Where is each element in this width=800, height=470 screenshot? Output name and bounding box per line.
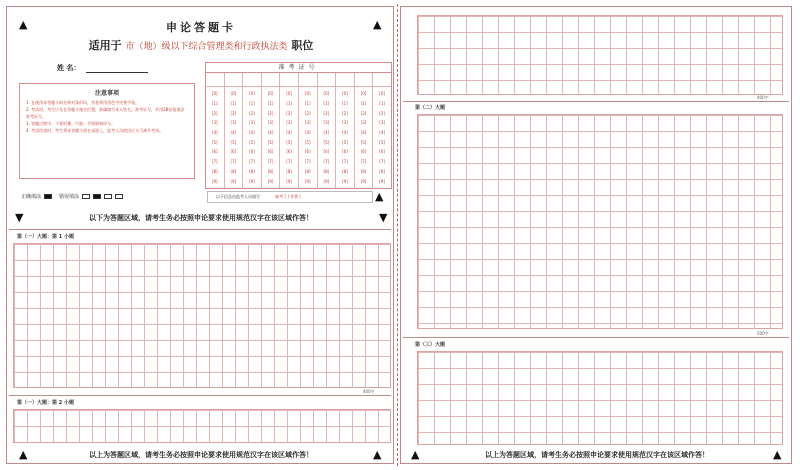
word-count-marker: 500字: [757, 331, 769, 336]
exam-id-bubble[interactable]: [6]: [304, 149, 311, 155]
exam-id-column: [280, 73, 299, 188]
exam-id-bubble[interactable]: [5]: [230, 139, 237, 145]
exam-id-bubble[interactable]: [5]: [304, 139, 311, 145]
exam-id-bubble[interactable]: [2]: [249, 110, 255, 116]
exam-id-bubble[interactable]: [7]: [304, 159, 311, 165]
exam-id-bubble[interactable]: [3]: [211, 120, 218, 126]
exam-id-bubble[interactable]: [4]: [211, 130, 218, 136]
wrong-fill-swatch: [93, 194, 101, 199]
absent-box: [207, 191, 373, 203]
correct-fill-swatch: [44, 194, 52, 199]
exam-id-bubble[interactable]: [8]: [342, 168, 348, 174]
exam-id-bubble[interactable]: [0]: [379, 91, 385, 97]
exam-id-digit-cell[interactable]: [318, 73, 336, 87]
exam-id-columns: [206, 73, 391, 188]
exam-id-bubble[interactable]: [4]: [323, 130, 330, 136]
exam-id-bubble[interactable]: [3]: [379, 120, 385, 126]
answer-grid-3[interactable]: [417, 351, 783, 445]
corner-triangle-up-icon: ▲: [19, 18, 28, 31]
bottom-instruction: 以上为答题区域，请考生务必按照申论要求使用规范汉字在该区域作答！: [89, 451, 313, 459]
exam-id-bubble[interactable]: [4]: [286, 130, 292, 136]
exam-id-bubble[interactable]: [7]: [249, 159, 255, 165]
answer-grid-1-2[interactable]: [13, 409, 391, 443]
exam-id-bubble[interactable]: [9]: [267, 178, 274, 184]
exam-id-bubble[interactable]: [9]: [304, 178, 311, 184]
answer-sheet-right-page: [400, 6, 792, 464]
answer-grid-2[interactable]: [417, 114, 783, 329]
exam-id-bubble[interactable]: [4]: [379, 130, 385, 136]
section-1-1-label: 第（一）大题：第 1 小题: [17, 234, 74, 240]
exam-id-bubble[interactable]: [2]: [211, 110, 218, 116]
exam-id-bubble[interactable]: [1]: [379, 101, 385, 107]
exam-id-box: [205, 62, 392, 189]
card-title: 申论答题卡: [166, 21, 236, 34]
exam-id-bubble[interactable]: [4]: [267, 130, 274, 136]
exam-id-bubble[interactable]: [6]: [230, 149, 237, 155]
word-count-marker: 400字: [757, 95, 769, 100]
separator: [9, 395, 391, 396]
exam-id-bubble[interactable]: [5]: [267, 139, 274, 145]
exam-id-bubble[interactable]: [0]: [360, 91, 367, 97]
exam-id-bubbles: [299, 87, 317, 188]
exam-id-bubble[interactable]: [1]: [323, 101, 330, 107]
separator: [9, 229, 391, 230]
exam-id-bubble[interactable]: [0]: [211, 91, 218, 97]
exam-id-bubble[interactable]: [2]: [323, 110, 330, 116]
exam-id-bubble[interactable]: [7]: [379, 159, 385, 165]
answer-grid-1-2-continued[interactable]: [417, 15, 783, 95]
exam-id-bubble[interactable]: [6]: [379, 149, 385, 155]
separator: [403, 337, 789, 338]
exam-id-bubble[interactable]: [5]: [249, 139, 255, 145]
exam-id-bubble[interactable]: [4]: [360, 130, 367, 136]
wrong-fill-swatch: [104, 194, 112, 199]
triangle-down-icon: ▼: [15, 211, 24, 224]
exam-id-bubble[interactable]: [6]: [211, 149, 218, 155]
name-label: 姓 名：: [57, 64, 81, 72]
corner-triangle-up-icon: ▲: [19, 448, 28, 461]
exam-id-bubble[interactable]: [7]: [286, 159, 292, 165]
exam-id-bubble[interactable]: [1]: [342, 101, 348, 107]
exam-id-digit-cell[interactable]: [299, 73, 317, 87]
exam-id-bubble[interactable]: [2]: [360, 110, 367, 116]
exam-id-bubble[interactable]: [3]: [323, 120, 330, 126]
exam-id-column: [206, 73, 225, 188]
cheat-field[interactable]: ] 作弊 [: [287, 194, 302, 199]
exam-id-bubble[interactable]: [1]: [211, 101, 218, 107]
exam-id-bubble[interactable]: [3]: [304, 120, 311, 126]
top-instruction: 以下为答题区域，请考生务必按照申论要求使用规范汉字在该区域作答！: [89, 214, 313, 222]
exam-id-bubble[interactable]: [7]: [323, 159, 330, 165]
exam-id-bubbles: [280, 87, 298, 188]
exam-id-bubble[interactable]: [3]: [267, 120, 274, 126]
corner-triangle-up-icon: ▲: [373, 18, 382, 31]
exam-id-digit-cell[interactable]: [262, 73, 280, 87]
exam-id-bubble[interactable]: [1]: [230, 101, 237, 107]
exam-id-bubble[interactable]: [3]: [249, 120, 255, 126]
subtitle-prefix: 适用于: [88, 39, 122, 52]
exam-id-digit-cell[interactable]: [373, 73, 391, 87]
exam-id-bubble[interactable]: [9]: [286, 178, 292, 184]
exam-id-bubble[interactable]: [9]: [360, 178, 367, 184]
exam-id-bubble[interactable]: [1]: [360, 101, 367, 107]
exam-id-title: 准考证号: [206, 63, 391, 73]
exam-id-bubble[interactable]: [3]: [286, 120, 292, 126]
exam-id-bubble[interactable]: [7]: [230, 159, 237, 165]
exam-id-bubble[interactable]: [2]: [304, 110, 311, 116]
exam-id-column: [299, 73, 318, 188]
exam-id-bubble[interactable]: [9]: [342, 178, 348, 184]
exam-id-bubbles: [336, 87, 354, 188]
absent-field[interactable]: 缺考 [: [275, 194, 287, 199]
card-subtitle: [7, 37, 395, 53]
exam-id-bubble[interactable]: [2]: [379, 110, 385, 116]
exam-id-bubbles: [262, 87, 280, 188]
exam-id-bubbles: [373, 87, 391, 188]
exam-id-bubble[interactable]: [3]: [342, 120, 348, 126]
exam-id-bubble[interactable]: [5]: [360, 139, 367, 145]
exam-id-bubble[interactable]: [6]: [323, 149, 330, 155]
exam-id-bubbles: [206, 87, 224, 188]
wrong-fill-swatch: [82, 194, 90, 199]
exam-id-bubbles: [318, 87, 336, 188]
exam-id-bubble[interactable]: [9]: [323, 178, 330, 184]
exam-id-bubble[interactable]: [6]: [267, 149, 274, 155]
fill-example: [21, 193, 123, 200]
exam-id-bubble[interactable]: [0]: [230, 91, 237, 97]
corner-triangle-up-icon: ▲: [773, 448, 782, 461]
corner-triangle-up-icon: ▲: [411, 448, 420, 461]
exam-id-bubble[interactable]: [1]: [304, 101, 311, 107]
exam-id-bubbles: [355, 87, 373, 188]
exam-id-bubble[interactable]: [7]: [360, 159, 367, 165]
exam-id-bubble[interactable]: [6]: [249, 149, 255, 155]
exam-id-bubble[interactable]: [8]: [267, 168, 274, 174]
wrong-fill-swatch: [115, 194, 123, 199]
subtitle-suffix: 职位: [291, 39, 314, 52]
exam-id-bubble[interactable]: [2]: [342, 110, 348, 116]
triangle-up-icon: ▲: [375, 190, 384, 203]
exam-id-digit-cell[interactable]: [336, 73, 354, 87]
exam-id-bubble[interactable]: [3]: [230, 120, 237, 126]
exam-id-bubble[interactable]: [0]: [286, 91, 292, 97]
exam-id-column: [225, 73, 244, 188]
exam-id-digit-cell[interactable]: [355, 73, 373, 87]
exam-id-bubble[interactable]: [1]: [286, 101, 292, 107]
exam-id-digit-cell[interactable]: [225, 73, 243, 87]
exam-id-bubble[interactable]: [2]: [267, 110, 274, 116]
name-field: [57, 63, 148, 73]
exam-id-bubble[interactable]: [5]: [323, 139, 330, 145]
exam-id-bubble[interactable]: [4]: [230, 130, 237, 136]
exam-id-bubble[interactable]: [6]: [360, 149, 367, 155]
exam-id-bubble[interactable]: [2]: [286, 110, 292, 116]
exam-id-column: [318, 73, 337, 188]
exam-id-bubble[interactable]: [8]: [286, 168, 292, 174]
triangle-down-icon: ▼: [379, 211, 388, 224]
exam-id-column: [373, 73, 391, 188]
exam-id-bubbles: [225, 87, 243, 188]
exam-id-bubble[interactable]: [7]: [267, 159, 274, 165]
name-input-line[interactable]: [86, 65, 148, 73]
exam-id-bubble[interactable]: [8]: [304, 168, 311, 174]
bottom-instruction: 以上为答题区域，请考生务必按照申论要求使用规范汉字在该区域作答！: [485, 451, 709, 459]
exam-id-column: [262, 73, 281, 188]
exam-id-digit-cell[interactable]: [243, 73, 261, 87]
exam-id-bubbles: [243, 87, 261, 188]
exam-id-bubble[interactable]: [5]: [379, 139, 385, 145]
exam-id-bubble[interactable]: [5]: [286, 139, 292, 145]
wrong-fill-label: 错误填涂: [59, 194, 80, 200]
center-fold-line: [397, 4, 398, 466]
notice-box: [19, 83, 195, 179]
exam-id-bubble[interactable]: [0]: [342, 91, 348, 97]
exam-id-bubble[interactable]: [0]: [267, 91, 274, 97]
section-3-label: 第（三）大题: [415, 342, 446, 348]
correct-fill-label: 正确填涂: [21, 194, 42, 200]
exam-id-bubble[interactable]: [1]: [267, 101, 274, 107]
exam-id-column: [355, 73, 374, 188]
exam-id-column: [336, 73, 355, 188]
exam-id-bubble[interactable]: [1]: [249, 101, 255, 107]
exam-id-bubble[interactable]: [8]: [379, 168, 385, 174]
exam-id-bubble[interactable]: [4]: [249, 130, 255, 136]
subtitle-category: 市（地）级以下综合管理类和行政执法类: [125, 42, 288, 52]
exam-id-bubble[interactable]: [2]: [230, 110, 237, 116]
exam-id-bubble[interactable]: [5]: [342, 139, 348, 145]
exam-id-bubble[interactable]: [8]: [323, 168, 330, 174]
exam-id-bubble[interactable]: [8]: [211, 168, 218, 174]
exam-id-bubble[interactable]: [0]: [304, 91, 311, 97]
separator: [403, 101, 789, 102]
section-2-label: 第（二）大题: [415, 105, 446, 111]
exam-id-bubble[interactable]: [3]: [360, 120, 367, 126]
exam-id-bubble[interactable]: [7]: [342, 159, 348, 165]
absent-label: 以下信息由监考人员填写: [216, 194, 260, 199]
exam-id-bubble[interactable]: [8]: [249, 168, 255, 174]
exam-id-bubble[interactable]: [9]: [379, 178, 385, 184]
answer-sheet-left-page: [6, 6, 394, 464]
exam-id-bubble[interactable]: [5]: [211, 139, 218, 145]
exam-id-bubble[interactable]: [6]: [286, 149, 292, 155]
section-1-2-label: 第（一）大题：第 2 小题: [17, 400, 74, 406]
notice-body: 1. 在使用本答题卡前先核对条形码，答卷须用黑色字迹签字笔。 2. 考试时，考生应先在答题卡指定位置，准确填写本人姓名，准考证号，并用2B铅笔填涂准考证号。 3. 答题过程中，不要折叠、污损，否则影响评分。 4. 考试结束时，考生将本答题卡放在桌面上，监考人员收回后方可离开考场。: [26, 100, 185, 133]
exam-id-bubble[interactable]: [8]: [360, 168, 367, 174]
exam-id-bubble[interactable]: [9]: [211, 178, 218, 184]
exam-id-digit-cell[interactable]: [206, 73, 224, 87]
answer-grid-1-1[interactable]: [13, 243, 391, 388]
word-count-marker: 400字: [363, 389, 375, 394]
exam-id-bubble[interactable]: [9]: [249, 178, 255, 184]
exam-id-column: [243, 73, 262, 188]
exam-id-bubble[interactable]: [0]: [323, 91, 330, 97]
corner-triangle-up-icon: ▲: [373, 448, 382, 461]
exam-id-bubble[interactable]: [4]: [304, 130, 311, 136]
notice-title: 注意事项: [94, 90, 119, 97]
exam-id-bubble[interactable]: [0]: [249, 91, 255, 97]
exam-id-bubble[interactable]: [4]: [342, 130, 348, 136]
exam-id-bubble[interactable]: [6]: [342, 149, 348, 155]
exam-id-bubble[interactable]: [8]: [230, 168, 237, 174]
exam-id-bubble[interactable]: [9]: [230, 178, 237, 184]
exam-id-digit-cell[interactable]: [280, 73, 298, 87]
exam-id-bubble[interactable]: [7]: [211, 159, 218, 165]
